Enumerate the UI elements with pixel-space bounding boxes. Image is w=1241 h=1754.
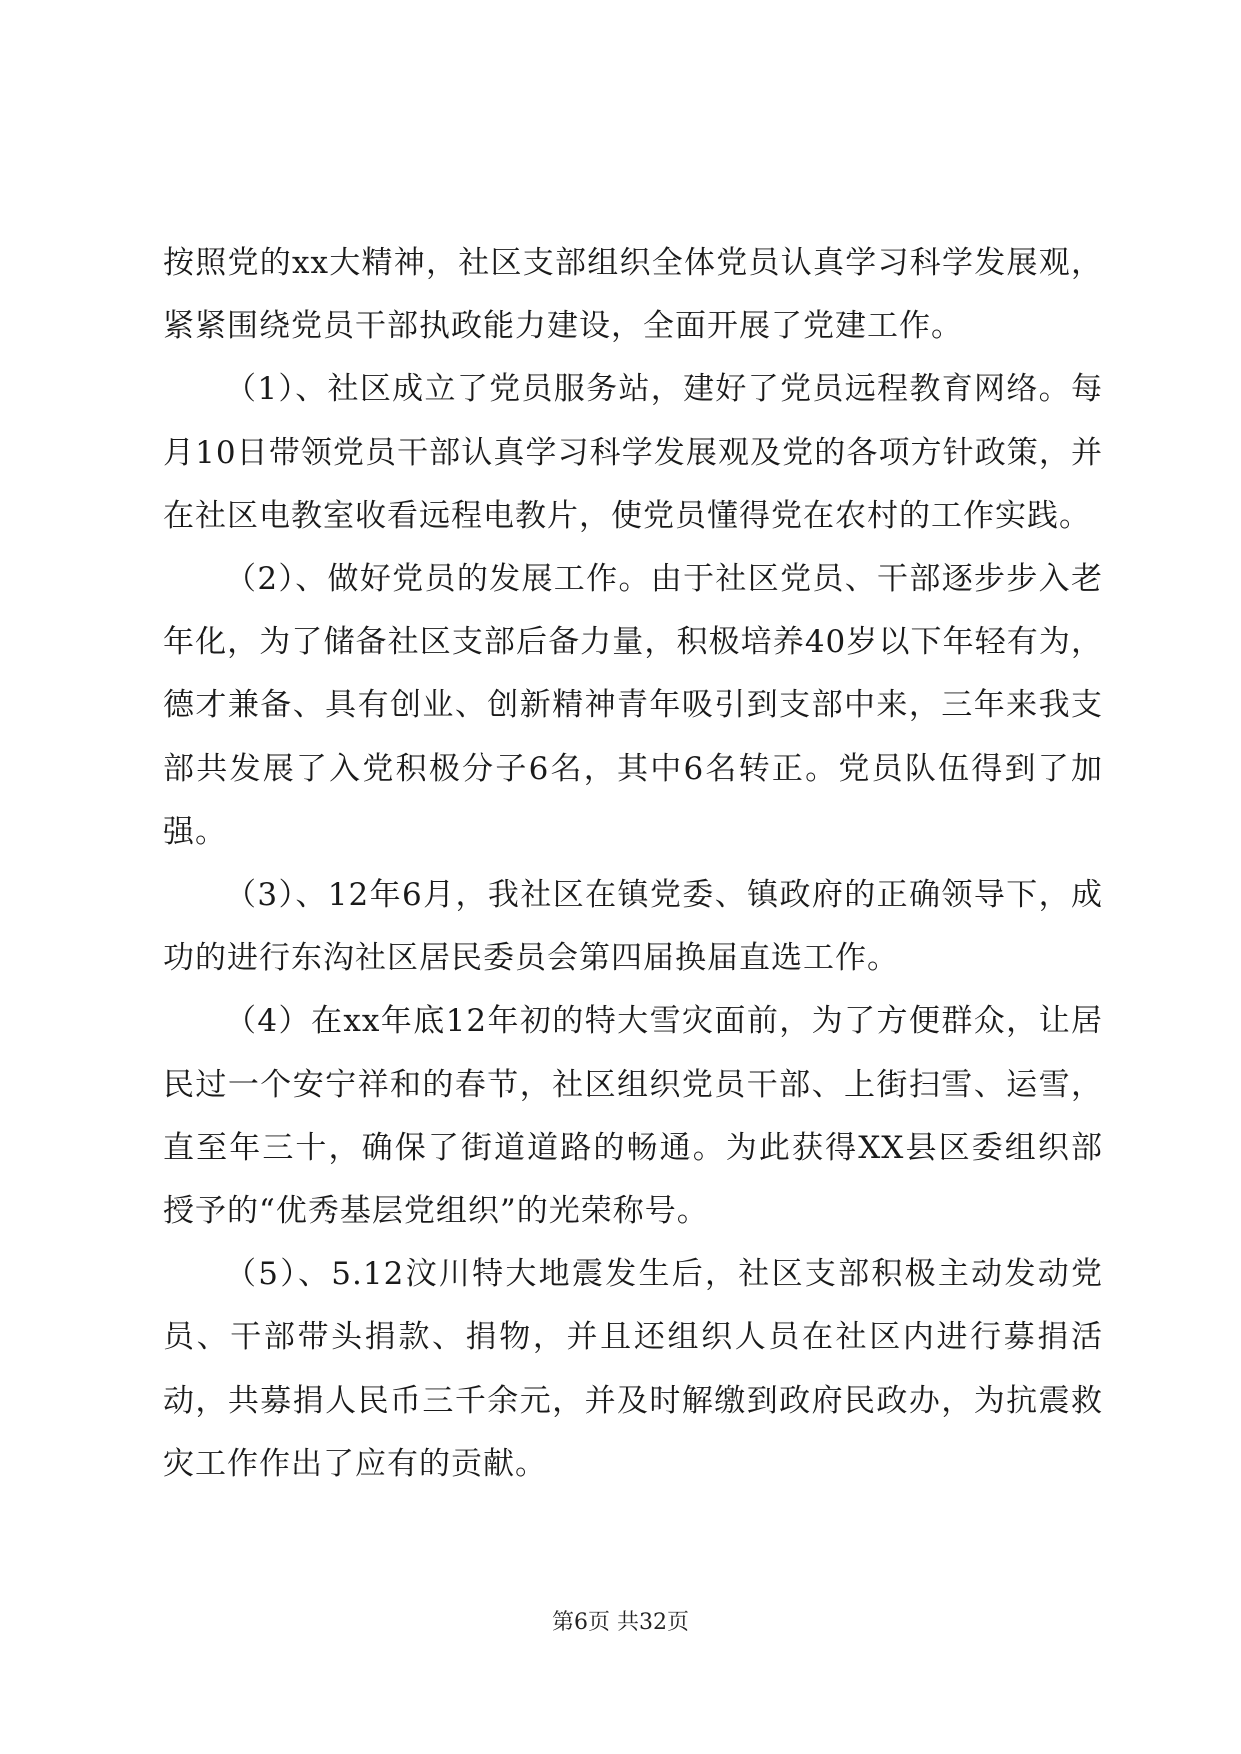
paragraph-item-1: （1）、社区成立了党员服务站，建好了党员远程教育网络。每月10日带领党员干部认真学习科学发展观及党的各项方针政策，并在社区电教室收看远程电教片，使党员懂得党在农村的工作实践。 (163, 371, 1103, 534)
body-text (163, 232, 1103, 1496)
paragraph-item-2: （2）、做好党员的发展工作。由于社区党员、干部逐步步入老年化，为了储备社区支部后备力量，积极培养40岁以下年轻有为，德才兼备、具有创业、创新精神青年吸引到支部中来，三年来我支部共发展了入党积极分子6名，其中6名转正。党员队伍得到了加强。 (163, 561, 1103, 850)
paragraph-item-3: （3）、12年6月，我社区在镇党委、镇政府的正确领导下，成功的进行东沟社区居民委员会第四届换届直选工作。 (163, 877, 1103, 977)
paragraph-item-5: （5）、5.12汶川特大地震发生后，社区支部积极主动发动党员、干部带头捐款、捐物，并且还组织人员在社区内进行募捐活动，共募捐人民币三千余元，并及时解缴到政府民政办，为抗震救灾工作作出了应有的贡献。 (163, 1256, 1103, 1482)
page-number: 第6页 共32页 (552, 1610, 689, 1635)
paragraph-intro: 按照党的xx大精神，社区支部组织全体党员认真学习科学发展观，紧紧围绕党员干部执政能力建设，全面开展了党建工作。 (163, 245, 1103, 345)
page-footer (0, 1608, 1241, 1638)
paragraph-item-4: （4）在xx年底12年初的特大雪灾面前，为了方便群众，让居民过一个安宁祥和的春节，社区组织党员干部、上街扫雪、运雪，直至年三十，确保了街道道路的畅通。为此获得XX县区委组织部授予的“优秀基层党组织”的光荣称号。 (163, 1003, 1103, 1230)
